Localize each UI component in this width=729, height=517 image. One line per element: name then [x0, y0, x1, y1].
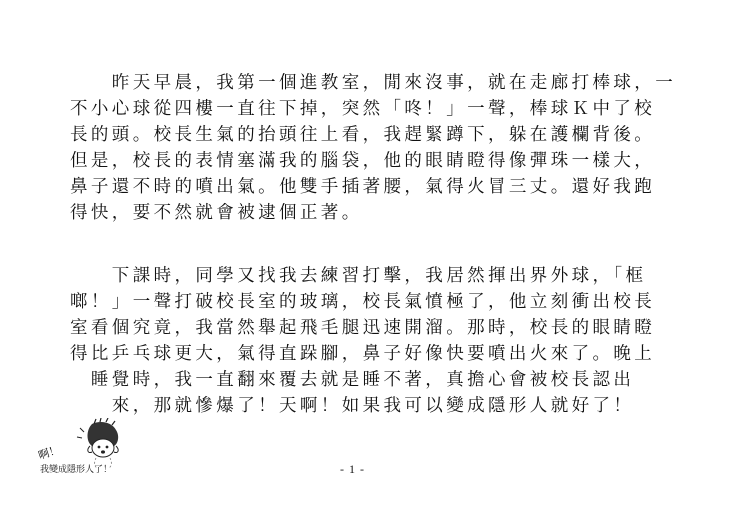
paragraph-line: 但是，校長的表情塞滿我的腦袋，他的眼睛瞪得像彈珠一樣大，: [70, 151, 656, 171]
mascot-caption-exclaim: 啊！: [36, 443, 62, 463]
paragraph-line: 睡覺時，我一直翻來覆去就是睡不著，真擔心會被校長認出: [70, 370, 635, 390]
page-number: - 1 -: [340, 462, 365, 476]
paragraph-line: 來，那就慘爆了！天啊！如果我可以變成隱形人就好了！: [70, 396, 635, 416]
paragraph-line: 昨天早晨，我第一個進教室，閒來沒事，就在走廊打棒球，一: [70, 73, 677, 93]
paragraph-line: 鼻子還不時的噴出氣。他雙手插著腰，氣得火冒三丈。還好我跑: [70, 177, 656, 197]
paragraph-line: 不小心球從四樓一直往下掉，突然「咚！」一聲，棒球Ｋ中了校: [70, 99, 656, 119]
paragraph-line: 啷！」一聲打破校長室的玻璃，校長氣憤極了，他立刻衝出校長: [70, 292, 656, 312]
paragraph-line: 得快，要不然就會被逮個正著。: [70, 203, 363, 223]
paragraph-line: 室看個究竟，我當然舉起飛毛腿迅速開溜。那時，校長的眼睛瞪: [70, 318, 656, 338]
paragraph-line: 得比乒乓球更大，氣得直跺腳，鼻子好像快要噴出火來了。晚上: [70, 344, 656, 364]
paragraph-line: 長的頭。校長生氣的抬頭往上看，我趕緊蹲下，躲在護欄背後。: [70, 125, 656, 145]
mascot-caption-invisible: 我變成隱形人了！: [40, 465, 113, 475]
paragraph-line: 下課時，同學又找我去練習打擊，我居然揮出界外球，「框: [70, 266, 647, 286]
